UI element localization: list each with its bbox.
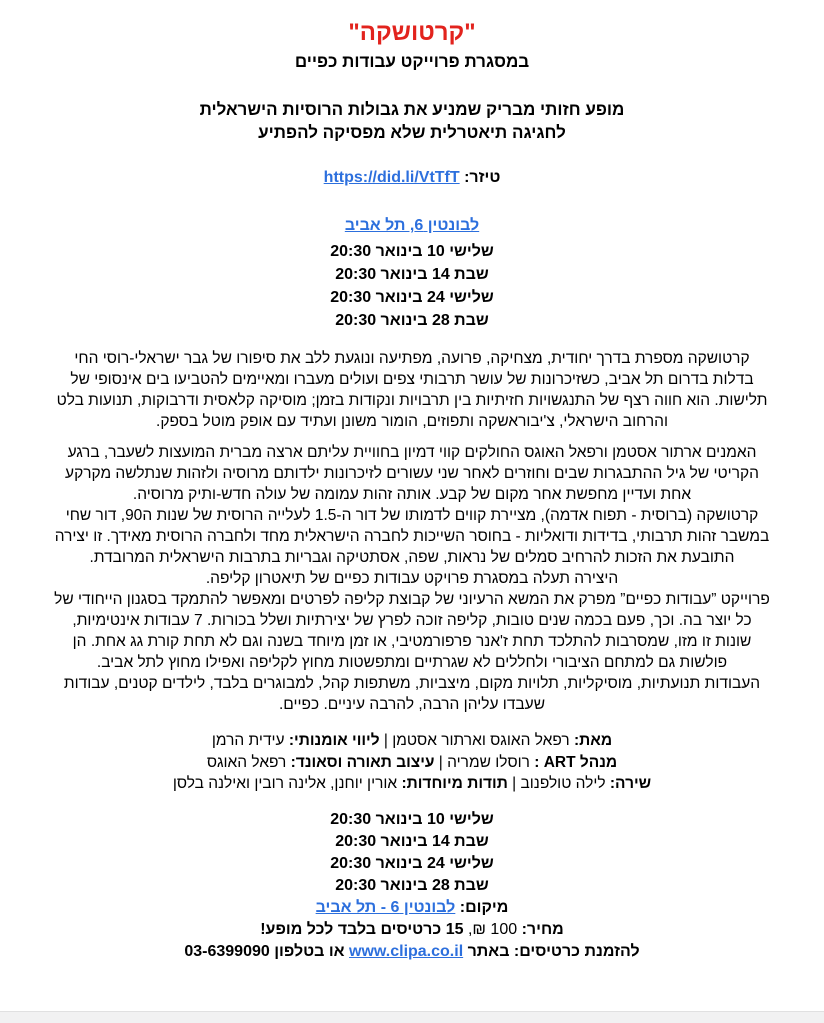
location-label: מיקום: <box>459 898 509 916</box>
show-date: שלישי 10 בינואר 20:30 <box>330 243 494 260</box>
credits-line-singing <box>54 773 770 795</box>
about-paragraph-6: העבודות תנועתיות, מוסיקליות, תלויות מקום, מיצביות, משתפות קהל, למבוגרים בלבד, לילדים קטנים, עבודות שעבדו עליהן הרבה, להרבה עיניים. כפיים. <box>63 675 761 713</box>
credits-section <box>54 730 770 795</box>
show-date: שלישי 10 בינואר 20:30 <box>330 810 494 828</box>
order-phone: או בטלפון 03-6399090 <box>184 942 350 960</box>
show-date: שבת 14 בינואר 20:30 <box>335 832 489 850</box>
order-line <box>54 941 770 963</box>
order-label: להזמנת כרטיסים: באתר <box>463 942 640 960</box>
show-dates-bottom <box>54 809 770 897</box>
taglines <box>54 98 770 144</box>
credit-art-manager-label: מנהל ART : <box>534 753 618 771</box>
venue-line-top <box>54 215 770 237</box>
location-link[interactable]: לבונטין 6 - תל אביב <box>315 898 456 916</box>
tagline-line-1: מופע חזותי מבריק שמניע את גבולות הרוסיות הישראלית <box>199 100 625 119</box>
teaser-label: טיזר: <box>464 169 501 186</box>
about-paragraph-1: קרטושקה מספרת בדרך יחודית, מצחיקה, פרועה, מפתיעה ונוגעת ללב את סיפורו של גבר ישראלי-רוסי החי בדלות בדרום תל אביב, כשזיכרונות של עושר תרבותי צפים ועולים מעברו ומאיימים להטביעו בים אינסופי של תלישות. הוא חווה רצף של התנגשויות חזיתיות בין תרבויות ונקודות בזמן; מוסיקה קלאסית ודרבוקות, תנועות בלט והרחוב הישראלי, צ'יבוראשקה ותפוזים, הומור משונן ועתיד עם אופק מוטל בספק. <box>56 350 768 430</box>
about-paragraph-3: קרטושקה (ברוסית - תפוח אדמה), מציירת קווים לדמותו של דור ה-1.5 לעלייה הרוסית של שנות ה90, דור שחי במשבר זהות תרבותי, בדידות ודואליות - בחוסר השייכות לחברה הישראלית מחד ולחברה הרוסית מאידך. זו יצירה התובעת את הזכות להרחיב סמלים של נראות, שפה, אסתטיקה וגבריות בתרבות הישראלית המרובדת. <box>54 507 770 566</box>
tickets-site-link[interactable]: www.clipa.co.il <box>349 942 464 960</box>
credit-design-value: רפאל האוגס <box>206 753 291 771</box>
show-date: שבת 28 בינואר 20:30 <box>335 876 489 894</box>
price-note: 15 כרטיסים בלבד לכל מופע! <box>260 920 464 938</box>
about-paragraph-4: היצירה תעלה במסגרת פרויקט עבודות כפיים של תיאטרון קליפה. <box>205 570 619 587</box>
show-date: שלישי 24 בינואר 20:30 <box>330 854 494 872</box>
teaser-line <box>54 167 770 189</box>
bottom-edge-bar <box>0 1011 824 1023</box>
credits-line-authors <box>54 730 770 752</box>
venue-link-top[interactable]: לבונטין 6, תל אביב <box>344 217 480 234</box>
price-line <box>54 919 770 941</box>
credit-singing-value: לילה טולפנוב | <box>507 775 610 792</box>
price-label: מחיר: <box>521 920 564 938</box>
location-line <box>54 897 770 919</box>
show-date: שבת 14 בינואר 20:30 <box>335 266 489 283</box>
credit-thanks-label: תודות מיוחדות: <box>401 775 508 792</box>
credit-design-label: עיצוב תאורה וסאונד: <box>290 753 435 771</box>
credit-artistic-label: ליווי אומנותי: <box>288 732 380 749</box>
about-paragraph-5: פרוייקט ”עבודות כפיים” מפרק את המשא הרעיוני של קבוצת קליפה לפרטים ומאפשר להתמקד בסגנון הייחודי של כל יוצר בה. וכך, פעם בכמה שנים טובות, קליפה זוכה לפרץ של יצירתיות ושלל בכורות. 7 עבודות אינטימיות, שונות זו מזו, שמסרבות להתלכד תחת ז'אנר פרפורמטיבי, או זמן מיוחד בשנה וגם לא תחת קורת גג אחת. הן פולשות גם למתחם הציבורי ולחללים לא שגרתיים ומתפשטות מחוץ לקליפה ואפילו מחוץ לתל אביב. <box>54 591 770 671</box>
about-paragraph-2: האמנים ארתור אסטמן ורפאל האוגס החולקים קווי דמיון בחוויית עליתם ארצה מברית המועצות לשעבר, ברגע הקריטי של גיל ההתבגרות שבים וחוזרים לאחר שני עשורים לזיכרונות ילדותם מרוסיה ולזהות שנתלשה מקרקע אחת ועדיין מחפשת אחר מקום של קבע. אותה זהות עמומה של עולה חדש-ותיק מרוסיה. <box>65 444 759 503</box>
project-subtitle: במסגרת פרוייקט עבודות כפיים <box>294 52 530 71</box>
credits-line-production <box>54 752 770 774</box>
teaser-link[interactable]: https://did.li/VtTfT <box>323 169 460 186</box>
show-date: שבת 28 בינואר 20:30 <box>335 312 489 329</box>
credit-artistic-value: עידית הרמן <box>211 732 289 749</box>
credit-thanks-value: אורין יוחנן, אלינה רובין ואילנה בלסן <box>172 775 402 792</box>
credit-singing-label: שירה: <box>609 775 652 792</box>
price-amount: 100 ₪, <box>463 920 522 938</box>
flyer-content <box>54 0 770 963</box>
show-date: שלישי 24 בינואר 20:30 <box>330 289 494 306</box>
about-section <box>54 348 770 715</box>
show-dates-top <box>54 240 770 332</box>
credit-art-manager-value: רוסלו שמריה | <box>434 753 535 771</box>
page-title: "קרטושקה" <box>348 19 476 46</box>
tagline-line-2: לחגיגה תיאטרלית שלא מפסיקה להפתיע <box>258 123 566 142</box>
credit-by-label: מאת: <box>573 732 613 749</box>
credit-by-value: רפאל האוגס וארתור אסטמן | <box>379 732 574 749</box>
